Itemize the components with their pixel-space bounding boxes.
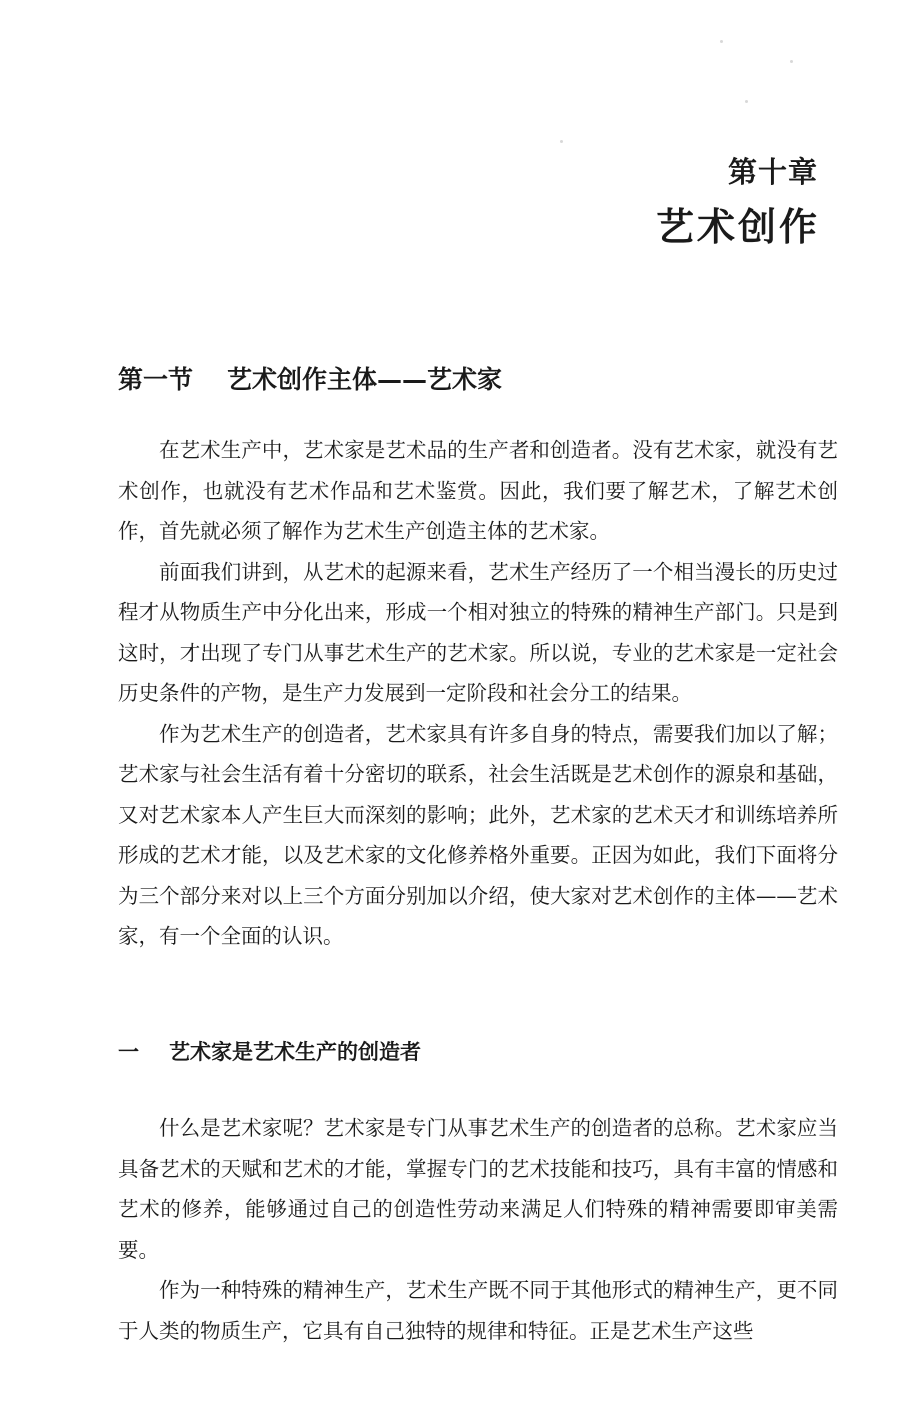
body-paragraph: 作为艺术生产的创造者，艺术家具有许多自身的特点，需要我们加以了解；艺术家与社会生活有着十分密切的联系，社会生活既是艺术创作的源泉和基础，又对艺术家本人产生巨大而深刻的影响；此外，艺术家的艺术天才和训练培养所形成的艺术才能，以及艺术家的文化修养格外重要。正因为如此，我们下面将分为三个部分来对以上三个方面分别加以介绍，使大家对艺术创作的主体——艺术家，有一个全面的认识。 <box>118 721 838 948</box>
section-title: 艺术创作主体——艺术家 <box>227 365 503 394</box>
scan-speck <box>560 140 563 143</box>
section-heading <box>118 360 502 396</box>
subsection-label: 一 <box>118 1039 139 1064</box>
scan-speck <box>720 40 723 43</box>
chapter-number: 第十章 <box>727 155 818 189</box>
scan-speck <box>745 100 748 103</box>
body-paragraph: 作为一种特殊的精神生产，艺术生产既不同于其他形式的精神生产，更不同于人类的物质生产，它具有自己独特的规律和特征。正是艺术生产这些 <box>118 1278 838 1343</box>
scan-speck <box>790 60 793 63</box>
chapter-title: 艺术创作 <box>655 204 820 249</box>
subsection-heading <box>118 1036 421 1066</box>
subsection-title: 艺术家是艺术生产的创造者 <box>169 1039 421 1064</box>
section-body <box>118 430 838 957</box>
body-paragraph: 前面我们讲到，从艺术的起源来看，艺术生产经历了一个相当漫长的历史过程才从物质生产中分化出来，形成一个相对独立的特殊的精神生产部门。只是到这时，才出现了专门从事艺术生产的艺术家。所以说，专业的艺术家是一定社会历史条件的产物，是生产力发展到一定阶段和社会分工的结果。 <box>118 559 838 705</box>
section-label: 第一节 <box>118 365 194 394</box>
body-paragraph: 什么是艺术家呢？艺术家是专门从事艺术生产的创造者的总称。艺术家应当具备艺术的天赋和艺术的才能，掌握专门的艺术技能和技巧，具有丰富的情感和艺术的修养，能够通过自己的创造性劳动来满足人们特殊的精神需要即审美需要。 <box>118 1116 838 1262</box>
body-paragraph: 在艺术生产中，艺术家是艺术品的生产者和创造者。没有艺术家，就没有艺术创作，也就没有艺术作品和艺术鉴赏。因此，我们要了解艺术，了解艺术创作，首先就必须了解作为艺术生产创造主体的艺术家。 <box>118 438 838 543</box>
subsection-body <box>118 1108 838 1351</box>
